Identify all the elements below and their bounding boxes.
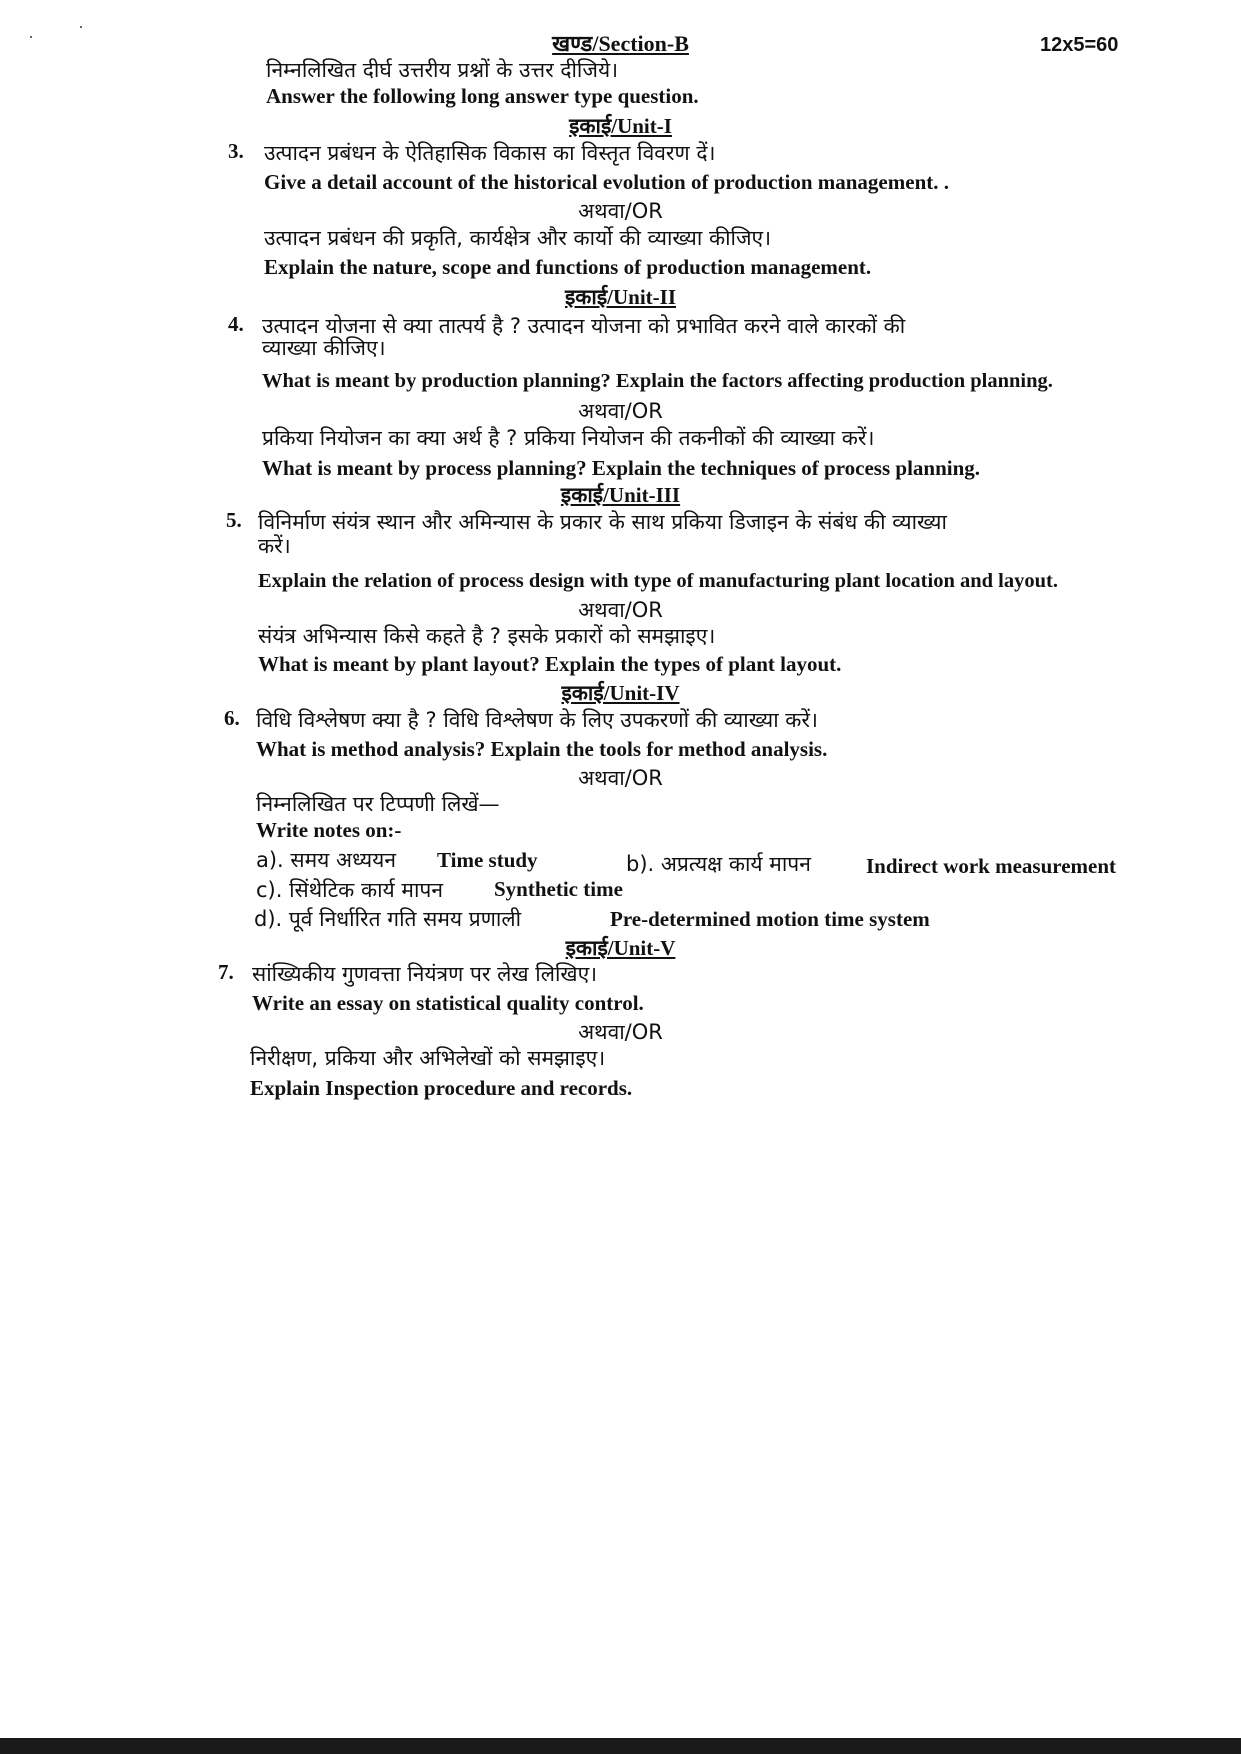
question-7-alt-english: Explain Inspection procedure and records. bbox=[250, 1076, 633, 1100]
question-5-hindi-line2: करें। bbox=[258, 534, 291, 558]
question-number: 7. bbox=[218, 960, 234, 984]
note-c-english: Synthetic time bbox=[494, 877, 623, 901]
or-separator: अथवा/OR bbox=[578, 1020, 663, 1044]
question-3-hindi: उत्पादन प्रबंधन के ऐतिहासिक विकास का विस्तृत विवरण दें। bbox=[264, 141, 716, 165]
question-6-hindi: विधि विश्लेषण क्या है ? विधि विश्लेषण के लिए उपकरणों की व्याख्या करें। bbox=[256, 708, 818, 732]
unit-3-heading: इकाई/Unit-III bbox=[560, 483, 681, 507]
question-3-alt-english: Explain the nature, scope and functions of production management. bbox=[264, 255, 872, 279]
unit-2-heading: इकाई/Unit-II bbox=[564, 285, 677, 309]
note-d-hindi: d). पूर्व निर्धारित गति समय प्रणाली bbox=[254, 907, 522, 931]
section-title: खण्ड/Section-B bbox=[552, 31, 689, 56]
question-6-alt-hindi: निम्नलिखित पर टिप्पणी लिखें— bbox=[256, 792, 500, 816]
question-4-hindi-line1: उत्पादन योजना से क्या तात्पर्य है ? उत्पादन योजना को प्रभावित करने वाले कारकों की bbox=[262, 314, 906, 338]
scan-border bbox=[0, 1738, 1241, 1754]
question-7-alt-hindi: निरीक्षण, प्रकिया और अभिलेखों को समझाइए। bbox=[250, 1046, 606, 1070]
question-7-english: Write an essay on statistical quality control. bbox=[252, 991, 644, 1015]
question-4-alt-english: What is meant by process planning? Explain the techniques of process planning. bbox=[262, 456, 981, 480]
note-b-english: Indirect work measurement bbox=[866, 854, 1117, 878]
note-c-hindi: c). सिंथेटिक कार्य मापन bbox=[256, 878, 443, 902]
question-3-alt-hindi: उत्पादन प्रबंधन की प्रकृति, कार्यक्षेत्र और कार्यो की व्याख्या कीजिए। bbox=[264, 226, 772, 250]
or-separator: अथवा/OR bbox=[578, 766, 663, 790]
question-6-english: What is method analysis? Explain the tools for method analysis. bbox=[256, 737, 828, 761]
question-number: 5. bbox=[226, 508, 242, 532]
question-5-hindi-line1: विनिर्माण संयंत्र स्थान और अमिन्यास के प्रकार के साथ प्रकिया डिजाइन के संबंध की व्याख्या bbox=[258, 510, 947, 534]
instruction-hindi: निम्नलिखित दीर्घ उत्तरीय प्रश्नों के उत्तर दीजिये। bbox=[266, 58, 619, 82]
question-7-hindi: सांख्यिकीय गुणवत्ता नियंत्रण पर लेख लिखिए। bbox=[252, 962, 598, 986]
note-d-english: Pre-determined motion time system bbox=[610, 907, 930, 931]
question-4-hindi-line2: व्याख्या कीजिए। bbox=[262, 336, 386, 360]
or-separator: अथवा/OR bbox=[578, 199, 663, 223]
or-separator: अथवा/OR bbox=[578, 598, 663, 622]
question-number: 6. bbox=[224, 706, 240, 730]
question-5-alt-english: What is meant by plant layout? Explain the types of plant layout. bbox=[258, 652, 842, 676]
note-a-english: Time study bbox=[437, 848, 538, 872]
question-5-alt-hindi: संयंत्र अभिन्यास किसे कहते है ? इसके प्रकारों को समझाइए। bbox=[258, 624, 716, 648]
question-5-english: Explain the relation of process design with type of manufacturing plant location and layout. bbox=[258, 570, 1058, 592]
question-number: 3. bbox=[228, 139, 244, 163]
instruction-english: Answer the following long answer type question. bbox=[266, 84, 699, 108]
unit-1-heading: इकाई/Unit-I bbox=[569, 114, 672, 138]
question-4-english: What is meant by production planning? Explain the factors affecting production planning. bbox=[262, 370, 1053, 392]
question-3-english: Give a detail account of the historical evolution of production management. . bbox=[264, 170, 949, 194]
question-4-alt-hindi: प्रकिया नियोजन का क्या अर्थ है ? प्रकिया नियोजन की तकनीकों की व्याख्या करें। bbox=[262, 426, 875, 450]
question-number: 4. bbox=[228, 312, 244, 336]
unit-4-heading: इकाई/Unit-IV bbox=[561, 681, 680, 705]
or-separator: अथवा/OR bbox=[578, 399, 663, 423]
question-6-alt-english: Write notes on:- bbox=[256, 818, 402, 842]
marks-total: 12x5=60 bbox=[1040, 34, 1119, 56]
note-a-hindi: a). समय अध्ययन bbox=[256, 848, 396, 872]
note-b-hindi: b). अप्रत्यक्ष कार्य मापन bbox=[626, 852, 811, 876]
unit-5-heading: इकाई/Unit-V bbox=[565, 936, 676, 960]
